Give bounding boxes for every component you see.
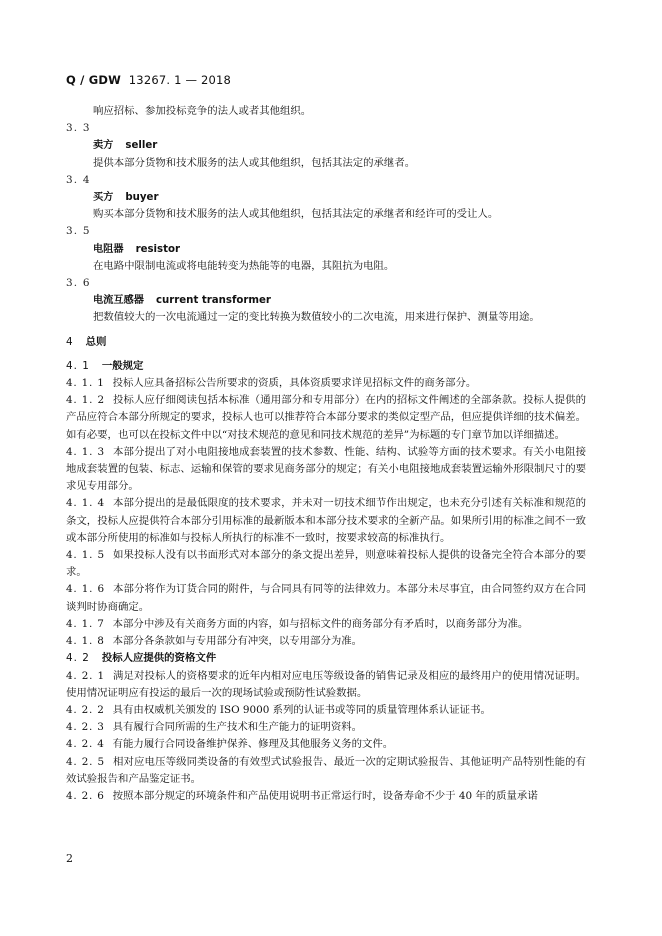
item-number: 4. 1. 1 [66,377,105,390]
section-title: 总则 [85,335,107,348]
item-text: 具有由权威机关颁发的 ISO 9000 系列的认证书或等同的质量管理体系认证证书。 [112,703,491,716]
clause-item [66,788,586,805]
item-number: 4. 2. 1 [66,669,105,682]
clause-item [66,616,586,633]
page-number: 2 [66,852,73,865]
item-text: 具有履行合同所需的生产技术和生产能力的证明资料。 [112,721,363,734]
subsection-number: 4. 1 [66,359,90,372]
document-header [66,73,231,87]
item-text: 本部分各条款如与专用部分有冲突，以专用部分为准。 [112,635,363,648]
definition-text: 购买本部分货物和技术服务的法人或其他组织，包括其法定的承继者和经许可的受让人。 [93,208,499,221]
term-en: seller [125,140,158,152]
clause-item [66,547,586,581]
clause-number: 3. 4 [66,173,91,186]
item-text: 相对应电压等级同类设备的有效型式试验报告、最近一次的定期试验报告、其他证明产品特别性能的有效试验报告和产品鉴定证书。 [66,755,586,785]
item-number: 4. 2. 2 [66,703,105,716]
clause-item [66,581,586,615]
term-en: resistor [135,243,181,255]
term-zh: 卖方 [93,140,114,152]
term-en: current transformer [155,295,271,307]
item-number: 4. 1. 5 [66,549,105,562]
clause-item [66,668,586,702]
clause-number: 3. 3 [66,122,91,135]
item-number: 4. 2. 5 [66,755,105,768]
clause-item [66,392,586,444]
clause-number: 3. 5 [66,225,91,238]
clause-item [66,719,586,736]
item-number: 4. 1. 2 [66,394,105,407]
item-text: 本部分提出的是最低限度的技术要求，并未对一切技术细节作出规定，也未充分引述有关标准和规范的条文，投标人应提供符合本部分引用标准的最新版本和本部分技术要求的全新产品。如果所引用的标准之间不一致或本部分所使用的标准如与投标人所执行的标准不一致时，按要求较高的标准执行。 [66,497,586,544]
item-text: 本部分提出了对小电阻接地成套装置的技术参数、性能、结构、试验等方面的技术要求。有关小电阻接地成套装置的包装、标志、运输和保管的要求见商务部分的规定；有关小电阻接地成套装置运输外形限制尺寸的要求见专用部分。 [66,445,586,493]
subsection-number: 4. 2 [66,652,90,665]
clause-item [66,702,586,719]
clause-item [66,736,586,753]
term-entry [66,137,586,154]
item-text: 如果投标人没有以书面形式对本部分的条文提出差异，则意味着投标人提供的设备完全符合本部分的要求。 [66,549,586,579]
item-text: 投标人应具备招标公告所要求的资质，具体资质要求详见招标文件的商务部分。 [112,377,477,390]
section-heading [66,334,586,351]
clause-item [66,495,586,547]
document-body [66,103,586,805]
item-number: 4. 1. 6 [66,583,105,596]
clause-item [66,375,586,392]
definition-text: 响应招标、参加投标竞争的法人或者其他组织。 [93,105,312,117]
standard-prefix: Q / GDW [66,73,122,87]
term-zh: 电阻器 [93,243,124,255]
clause-item [66,633,586,650]
item-text: 本部分中涉及有关商务方面的内容，如与招标文件的商务部分有矛盾时，以商务部分为准。 [112,617,529,630]
subsection-heading [66,358,586,375]
standard-number: 13267. 1 — 2018 [128,73,232,87]
subsection-title: 投标人应提供的资格文件 [101,652,217,665]
definition-text: 提供本部分货物和技术服务的法人或其他组织，包括其法定的承继者。 [93,156,416,169]
definition-text: 在电路中限制电流或将电能转变为热能等的电器，其阻抗为电阻。 [93,259,395,272]
item-number: 4. 1. 7 [66,617,105,630]
item-number: 4. 1. 4 [66,497,105,510]
term-entry [66,241,586,258]
item-number: 4. 2. 3 [66,721,105,734]
subsection-title: 一般规定 [101,359,144,372]
item-number: 4. 2. 6 [66,789,105,802]
term-en: buyer [125,192,159,204]
term-zh: 买方 [93,192,114,204]
item-number: 4. 2. 4 [66,738,105,751]
term-zh: 电流互感器 [93,295,144,307]
definition-text: 把数值较大的一次电流通过一定的变比转换为数值较小的二次电流，用来进行保护、测量等用途。 [93,311,540,324]
clause-item [66,754,586,788]
item-number: 4. 1. 3 [66,445,105,458]
term-entry [66,292,586,309]
item-text: 投标人应仔细阅读包括本标准（通用部分和专用部分）在内的招标文件阐述的全部条款。投标人提供的产品应符合本部分所规定的要求，投标人也可以推荐符合本部分要求的类似定型产品，但应提供详细的技术偏差。如有必要，也可以在投标文件中以“对技术规范的意见和同技术规范的差异”为标题的专门章节加以详细描述。 [66,394,586,441]
clause-item [66,444,586,496]
item-text: 满足对投标人的资格要求的近年内相对应电压等级设备的销售记录及相应的最终用户的使用情况证明。使用情况证明应有投运的最后一次的现场试验或预防性试验数据。 [66,669,586,699]
subsection-heading [66,650,586,667]
section-number: 4 [66,335,74,348]
clause-number: 3. 6 [66,277,91,290]
item-text: 本部分将作为订货合同的附件，与合同具有同等的法律效力。本部分未尽事宜，由合同签约双方在合同谈判时协商确定。 [66,583,586,613]
term-entry [66,189,586,206]
item-text: 有能力履行合同设备维护保养、修理及其他服务义务的文件。 [112,738,394,751]
item-text: 按照本部分规定的环境条件和产品使用说明书正常运行时，设备寿命不少于 40 年的质量承诺 [112,789,538,802]
item-number: 4. 1. 8 [66,635,105,648]
